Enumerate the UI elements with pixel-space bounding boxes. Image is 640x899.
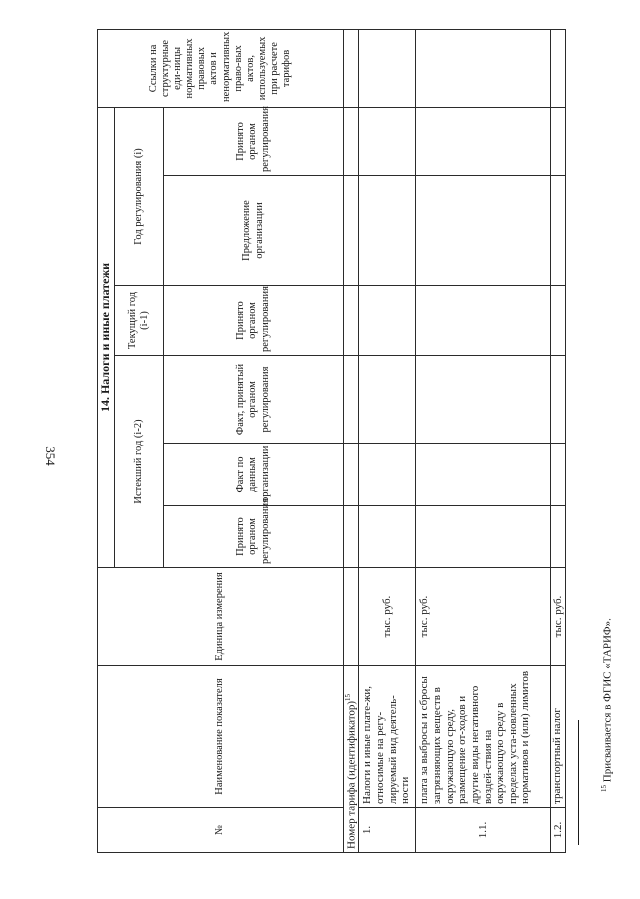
header-accepted-reg: Принято органом регулирования bbox=[164, 107, 344, 175]
cell-empty bbox=[359, 107, 416, 175]
cell-empty bbox=[416, 176, 551, 286]
taxes-table bbox=[97, 29, 566, 853]
header-fact-accepted: Факт, принятый органом регулирования bbox=[164, 356, 344, 444]
cell-empty bbox=[359, 444, 416, 506]
cell-empty bbox=[344, 506, 359, 568]
cell-empty bbox=[344, 286, 359, 356]
cell-empty bbox=[551, 356, 566, 444]
header-current-year: Текущий год (i-1) bbox=[115, 286, 164, 356]
footnote-text-wrap bbox=[600, 618, 614, 792]
cell-empty bbox=[359, 286, 416, 356]
header-reg-year: Год регулирования (i) bbox=[115, 107, 164, 285]
table-title: 14. Налоги и иные платежи bbox=[98, 107, 115, 567]
cell-empty bbox=[359, 29, 416, 107]
cell-empty bbox=[416, 107, 551, 175]
cell-empty bbox=[551, 506, 566, 568]
rotated-table bbox=[97, 30, 564, 853]
row-name: плата за выбросы и сбросы загрязняющих веществ в окружающую среду, размещение от-ходов и другие виды негативного воздей-ствия на окружающую среду в пределах уста-новленных нормативов и (или) лимитов bbox=[416, 666, 551, 808]
footnote-mark: 15 bbox=[600, 785, 608, 792]
cell-empty bbox=[416, 506, 551, 568]
cell-empty bbox=[551, 29, 566, 107]
header-fact-org: Факт по данным организации bbox=[164, 444, 344, 506]
cell-empty bbox=[344, 356, 359, 444]
footnote-divider bbox=[578, 720, 579, 845]
row-unit: тыс. руб. bbox=[551, 568, 566, 666]
header-no: № bbox=[98, 808, 344, 853]
cell-empty bbox=[344, 568, 359, 666]
cell-empty bbox=[359, 356, 416, 444]
cell-empty bbox=[551, 176, 566, 286]
header-accepted: Принято органом регулирования bbox=[164, 506, 344, 568]
cell-empty bbox=[416, 286, 551, 356]
footnote bbox=[600, 618, 620, 812]
row-no: 1.1. bbox=[416, 808, 551, 853]
cell-empty bbox=[416, 356, 551, 444]
table-row bbox=[551, 29, 566, 852]
cell-empty bbox=[416, 444, 551, 506]
row-name: Налоги и иные плате-жи, относимые на регу-лируемый вид деятель-ности bbox=[359, 666, 416, 808]
header-prev-year: Истекший год (i-2) bbox=[115, 356, 164, 568]
cell-empty bbox=[551, 107, 566, 175]
cell-empty bbox=[359, 506, 416, 568]
page-number: 354 bbox=[43, 446, 58, 466]
tariff-label-text: Номер тарифа (идентификатор) bbox=[345, 700, 358, 849]
cell-empty bbox=[344, 444, 359, 506]
footnote-text: Присваивается в ФГИС «ТАРИФ». bbox=[601, 618, 614, 785]
cell-empty bbox=[344, 107, 359, 175]
table-container bbox=[97, 30, 564, 853]
header-indicator: Наименование показателя bbox=[98, 666, 344, 808]
header-accepted-current: Принято органом регулирования bbox=[164, 286, 344, 356]
header-proposal: Предложение организации bbox=[164, 176, 344, 286]
table-row bbox=[416, 29, 551, 852]
row-name: транспортный налог bbox=[551, 666, 566, 808]
header-unit: Единица измерения bbox=[98, 568, 344, 666]
cell-empty bbox=[551, 286, 566, 356]
cell-empty bbox=[344, 29, 359, 107]
row-no: 1.2. bbox=[551, 808, 566, 853]
table-row bbox=[359, 29, 416, 852]
cell-empty bbox=[359, 176, 416, 286]
row-unit: тыс. руб. bbox=[416, 568, 551, 666]
cell-empty bbox=[344, 176, 359, 286]
row-no: 1. bbox=[359, 808, 416, 853]
cell-empty bbox=[551, 444, 566, 506]
tariff-row-label bbox=[344, 666, 359, 853]
header-links: Ссылки на структурные еди-ницы нормативных правовых актов и ненормативных право-вых актов, используемых при расчете тарифов bbox=[98, 29, 344, 107]
row-unit: тыс. руб. bbox=[359, 568, 416, 666]
cell-empty bbox=[416, 29, 551, 107]
tariff-footnote-mark: 15 bbox=[344, 693, 352, 701]
